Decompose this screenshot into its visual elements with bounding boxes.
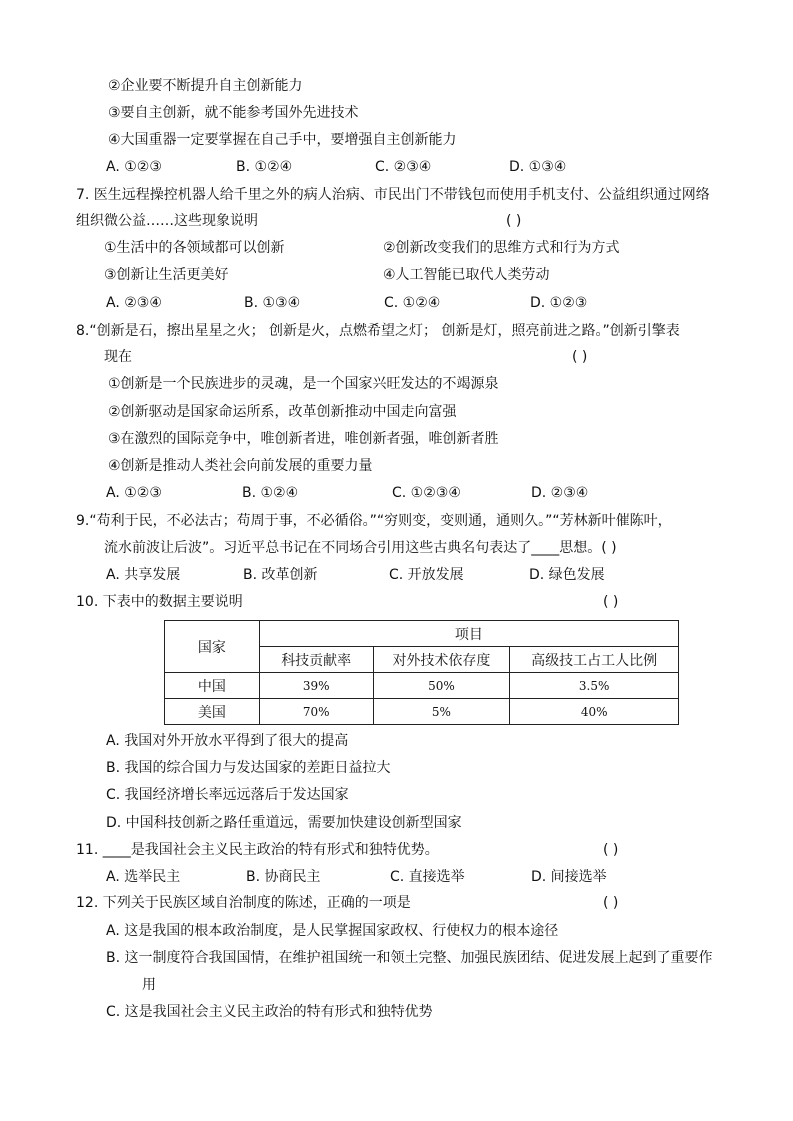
table-header-skilled-worker-ratio: 高级技工占工人比例: [510, 647, 679, 673]
q10-answer-paren[interactable]: ( ): [603, 594, 619, 610]
q12-option-a[interactable]: A. 这是我国的根本政治制度，是人民掌握国家政权、行使权力的根本途径: [106, 923, 559, 939]
table-cell: 40%: [510, 699, 679, 725]
q12-stem: 12. 下列关于民族区域自治制度的陈述，正确的一项是: [76, 895, 411, 911]
table-cell: 39%: [259, 673, 373, 699]
q10-option-c[interactable]: C. 我国经济增长率远远落后于发达国家: [106, 787, 349, 803]
q12-option-b-line1[interactable]: B. 这一制度符合我国国情，在维护祖国统一和领土完整、加强民族团结、促进发展上起到了重要作: [106, 950, 713, 966]
q7-answer-paren[interactable]: ( ): [506, 213, 522, 229]
q8-stem-line2: 现在: [104, 349, 132, 365]
q8-item-3: ③在激烈的国际竞争中，唯创新者进，唯创新者强，唯创新者胜: [108, 431, 499, 447]
q6-option-b[interactable]: B. ①②④: [236, 159, 293, 175]
q6-option-c[interactable]: C. ②③④: [375, 159, 432, 175]
q7-item-2: ②创新改变我们的思维方式和行为方式: [383, 240, 620, 256]
q9-stem-line2: 流水前波让后波”。习近平总书记在不同场合引用这些古典名句表达了____思想。( ): [104, 540, 617, 556]
q7-option-c[interactable]: C. ①②④: [384, 295, 441, 311]
table-header-tech-dependence: 对外技术依存度: [373, 647, 510, 673]
q12-option-c[interactable]: C. 这是我国社会主义民主政治的特有形式和独特优势: [106, 1004, 433, 1020]
q8-option-a[interactable]: A. ①②③: [106, 485, 162, 501]
q7-item-4: ④人工智能已取代人类劳动: [383, 267, 550, 283]
q10-stem: 10. 下表中的数据主要说明: [76, 594, 243, 610]
q8-item-1: ①创新是一个民族进步的灵魂，是一个国家兴旺发达的不竭源泉: [108, 376, 499, 392]
q7-item-1: ①生活中的各领域都可以创新: [104, 240, 285, 256]
q11-option-c[interactable]: C. 直接选举: [390, 869, 465, 885]
table-cell-country: 美国: [165, 699, 260, 725]
q6-option-d[interactable]: D. ①③④: [509, 159, 567, 175]
q11-answer-paren[interactable]: ( ): [603, 842, 619, 858]
table-row: [165, 699, 679, 725]
q6-option-a[interactable]: A. ①②③: [106, 159, 162, 175]
q7-option-b[interactable]: B. ①③④: [244, 295, 301, 311]
q8-option-b[interactable]: B. ①②④: [242, 485, 299, 501]
q9-option-d[interactable]: D. 绿色发展: [529, 567, 605, 583]
q6-item-4: ④大国重器一定要掌握在自己手中，要增强自主创新能力: [108, 132, 457, 148]
q9-option-b[interactable]: B. 改革创新: [243, 567, 318, 583]
q9-stem-line1: 9.“苟利于民，不必法古；苟周于事，不必循俗。”“穷则变，变则通，通则久。”“芳林新叶催陈叶，: [76, 513, 672, 529]
q8-stem-line1: 8.“创新是石，擦出星星之火； 创新是火，点燃希望之灯； 创新是灯，照亮前进之路。”创新引擎表: [76, 323, 680, 339]
q8-item-2: ②创新驱动是国家命运所系，改革创新推动中国走向富强: [108, 404, 457, 420]
q8-option-d[interactable]: D. ②③④: [531, 485, 589, 501]
table-cell: 5%: [373, 699, 510, 725]
table-header-group: 项目: [259, 621, 678, 647]
q9-option-a[interactable]: A. 共享发展: [106, 567, 181, 583]
q10-option-b[interactable]: B. 我国的综合国力与发达国家的差距日益拉大: [106, 760, 391, 776]
q8-item-4: ④创新是推动人类社会向前发展的重要力量: [108, 458, 373, 474]
table-row: [165, 673, 679, 699]
q6-item-3: ③要自主创新，就不能参考国外先进技术: [108, 105, 359, 121]
q7-item-3: ③创新让生活更美好: [104, 267, 229, 283]
table-cell: 70%: [259, 699, 373, 725]
q9-option-c[interactable]: C. 开放发展: [389, 567, 464, 583]
table-cell: 50%: [373, 673, 510, 699]
q11-option-b[interactable]: B. 协商民主: [246, 869, 321, 885]
q6-item-2: ②企业要不断提升自主创新能力: [108, 78, 303, 94]
q7-option-d[interactable]: D. ①②③: [530, 295, 588, 311]
q11-stem: 11. ____是我国社会主义民主政治的特有形式和独特优势。: [76, 842, 439, 858]
q11-option-a[interactable]: A. 选举民主: [106, 869, 181, 885]
q7-stem-line1: 7. 医生远程操控机器人给千里之外的病人治病、市民出门不带钱包而使用手机支付、公益组织通过网络: [76, 187, 710, 203]
q11-option-d[interactable]: D. 间接选举: [531, 869, 607, 885]
q8-option-c[interactable]: C. ①②③④: [392, 485, 461, 501]
q12-option-b-line2[interactable]: 用: [142, 977, 156, 993]
table-header-tech-contribution: 科技贡献率: [259, 647, 373, 673]
q7-stem-line2: 组织微公益……这些现象说明: [76, 213, 258, 229]
table-cell-country: 中国: [165, 673, 260, 699]
data-table: [164, 620, 679, 725]
table-cell: 3.5%: [510, 673, 679, 699]
q12-answer-paren[interactable]: ( ): [603, 895, 619, 911]
q7-option-a[interactable]: A. ②③④: [106, 295, 162, 311]
table-header-country: 国家: [165, 621, 260, 673]
q10-option-d[interactable]: D. 中国科技创新之路任重道远，需要加快建设创新型国家: [106, 815, 462, 831]
q10-option-a[interactable]: A. 我国对外开放水平得到了很大的提高: [106, 733, 349, 749]
q8-answer-paren[interactable]: ( ): [572, 349, 588, 365]
